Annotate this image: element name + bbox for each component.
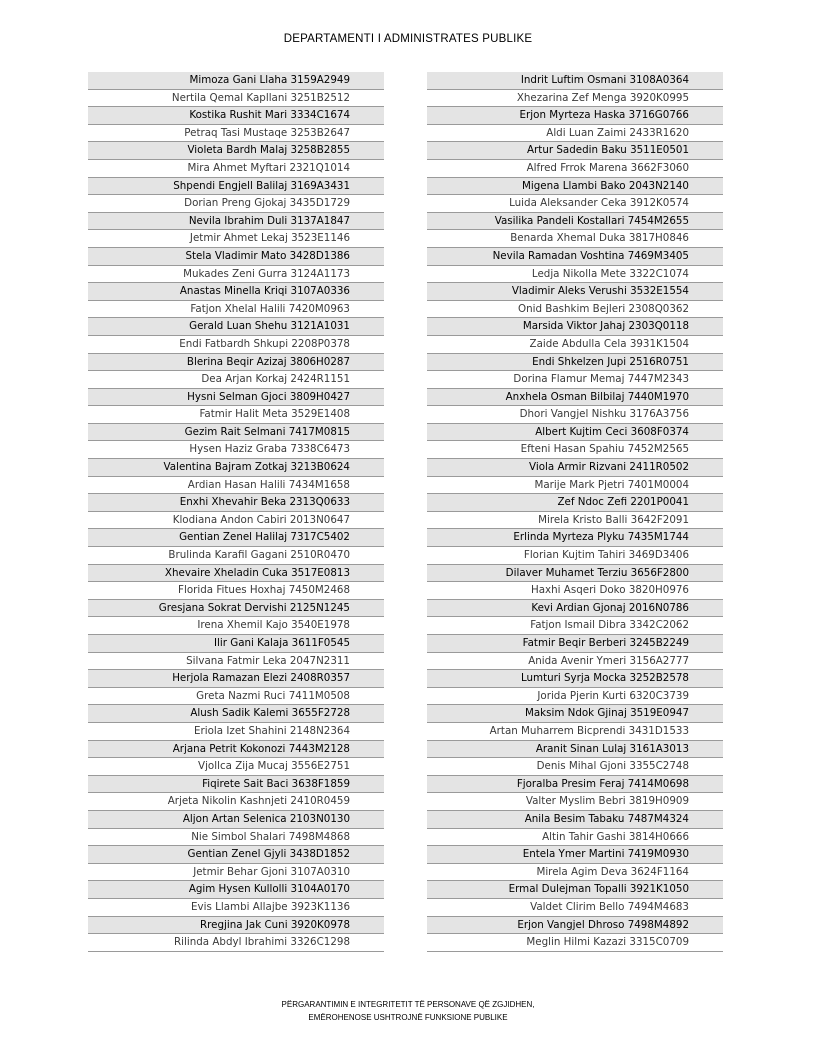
list-item: Herjola Ramazan Elezi 2408R0357: [88, 670, 384, 688]
list-item: Greta Nazmi Ruci 7411M0508: [88, 688, 384, 706]
list-item: Erjon Myrteza Haska 3716G0766: [427, 107, 723, 125]
list-item: Florida Fitues Hoxhaj 7450M2468: [88, 582, 384, 600]
list-item: Ledja Nikolla Mete 3322C1074: [427, 266, 723, 284]
list-item: Alush Sadik Kalemi 3655F2728: [88, 705, 384, 723]
list-item: Fjoralba Presim Feraj 7414M0698: [427, 776, 723, 794]
list-item: Fiqirete Sait Baci 3638F1859: [88, 776, 384, 794]
list-item: Mira Ahmet Myftari 2321Q1014: [88, 160, 384, 178]
list-item: Benarda Xhemal Duka 3817H0846: [427, 230, 723, 248]
list-item: Kevi Ardian Gjonaj 2016N0786: [427, 600, 723, 618]
list-item: Silvana Fatmir Leka 2047N2311: [88, 653, 384, 671]
list-item: Jetmir Behar Gjoni 3107A0310: [88, 864, 384, 882]
list-item: Albert Kujtim Ceci 3608F0374: [427, 424, 723, 442]
list-item: Migena Llambi Bako 2043N2140: [427, 178, 723, 196]
list-item: Efteni Hasan Spahiu 7452M2565: [427, 441, 723, 459]
list-item: Artur Sadedin Baku 3511E0501: [427, 142, 723, 160]
list-item: Ilir Gani Kalaja 3611F0545: [88, 635, 384, 653]
list-item: Entela Ymer Martini 7419M0930: [427, 846, 723, 864]
list-item: Anila Besim Tabaku 7487M4324: [427, 811, 723, 829]
list-item: Petraq Tasi Mustaqe 3253B2647: [88, 125, 384, 143]
list-item: Lumturi Syrja Mocka 3252B2578: [427, 670, 723, 688]
list-item: Irena Xhemil Kajo 3540E1978: [88, 617, 384, 635]
list-item: Evis Llambi Allajbe 3923K1136: [88, 899, 384, 917]
list-item: Anxhela Osman Bilbilaj 7440M1970: [427, 389, 723, 407]
list-item: Meglin Hilmi Kazazi 3315C0709: [427, 934, 723, 952]
list-item: Fatmir Beqir Berberi 3245B2249: [427, 635, 723, 653]
list-item: Indrit Luftim Osmani 3108A0364: [427, 72, 723, 90]
list-item: Nevila Ibrahim Duli 3137A1847: [88, 213, 384, 231]
list-item: Dhori Vangjel Nishku 3176A3756: [427, 406, 723, 424]
list-item: Altin Tahir Gashi 3814H0666: [427, 829, 723, 847]
footer-line-2: EMËROHENOSE USHTROJNË FUNKSIONE PUBLIKE: [308, 1013, 508, 1022]
list-item: Maksim Ndok Gjinaj 3519E0947: [427, 705, 723, 723]
list-item: Dea Arjan Korkaj 2424R1151: [88, 371, 384, 389]
list-item: Klodiana Andon Cabiri 2013N0647: [88, 512, 384, 530]
list-item: Erjon Vangjel Dhroso 7498M4892: [427, 917, 723, 935]
list-item: Nie Simbol Shalari 7498M4868: [88, 829, 384, 847]
list-item: Hysen Haziz Graba 7338C6473: [88, 441, 384, 459]
footer: [0, 998, 816, 1024]
list-item: Rilinda Abdyl Ibrahimi 3326C1298: [88, 934, 384, 952]
list-item: Nevila Ramadan Voshtina 7469M3405: [427, 248, 723, 266]
list-item: Blerina Beqir Azizaj 3806H0287: [88, 354, 384, 372]
list-item: Jetmir Ahmet Lekaj 3523E1146: [88, 230, 384, 248]
page-title: DEPARTAMENTI I ADMINISTRATES PUBLIKE: [283, 33, 533, 45]
list-item: Violeta Bardh Malaj 3258B2855: [88, 142, 384, 160]
list-item: Rregjina Jak Cuni 3920K0978: [88, 917, 384, 935]
list-item: Marije Mark Pjetri 7401M0004: [427, 477, 723, 495]
footer-line-1: PËRGARANTIMIN E INTEGRITETIT TË PERSONAVE QË ZGJIDHEN,: [281, 1000, 535, 1009]
list-item: Zaide Abdulla Cela 3931K1504: [427, 336, 723, 354]
list-item: Mimoza Gani Llaha 3159A2949: [88, 72, 384, 90]
list-item: Anastas Minella Kriqi 3107A0336: [88, 283, 384, 301]
list-item: Vladimir Aleks Verushi 3532E1554: [427, 283, 723, 301]
list-item: Endi Shkelzen Jupi 2516R0751: [427, 354, 723, 372]
list-item: Kostika Rushit Mari 3334C1674: [88, 107, 384, 125]
list-item: Valdet Clirim Bello 7494M4683: [427, 899, 723, 917]
list-item: Aljon Artan Selenica 2103N0130: [88, 811, 384, 829]
list-item: Artan Muharrem Bicprendi 3431D1533: [427, 723, 723, 741]
list-item: Valentina Bajram Zotkaj 3213B0624: [88, 459, 384, 477]
list-item: Gresjana Sokrat Dervishi 2125N1245: [88, 600, 384, 618]
list-item: Gentian Zenel Gjyli 3438D1852: [88, 846, 384, 864]
list-item: Ermal Dulejman Topalli 3921K1050: [427, 881, 723, 899]
list-item: Enxhi Xhevahir Beka 2313Q0633: [88, 494, 384, 512]
list-item: Xhevaire Xheladin Cuka 3517E0813: [88, 565, 384, 583]
list-item: Aldi Luan Zaimi 2433R1620: [427, 125, 723, 143]
list-item: Haxhi Asqeri Doko 3820H0976: [427, 582, 723, 600]
list-item: Fatjon Xhelal Halili 7420M0963: [88, 301, 384, 319]
list-item: Valter Myslim Bebri 3819H0909: [427, 793, 723, 811]
list-item: Viola Armir Rizvani 2411R0502: [427, 459, 723, 477]
list-item: Aranit Sinan Lulaj 3161A3013: [427, 741, 723, 759]
list-item: Denis Mihal Gjoni 3355C2748: [427, 758, 723, 776]
list-item: Anida Avenir Ymeri 3156A2777: [427, 653, 723, 671]
list-item: Zef Ndoc Zefi 2201P0041: [427, 494, 723, 512]
list-item: Xhezarina Zef Menga 3920K0995: [427, 90, 723, 108]
list-item: Gerald Luan Shehu 3121A1031: [88, 318, 384, 336]
list-item: Nertila Qemal Kapllani 3251B2512: [88, 90, 384, 108]
list-item: Hysni Selman Gjoci 3809H0427: [88, 389, 384, 407]
right-name-column: [427, 72, 723, 952]
list-item: Onid Bashkim Bejleri 2308Q0362: [427, 301, 723, 319]
list-item: Ardian Hasan Halili 7434M1658: [88, 477, 384, 495]
list-item: Gezim Rait Selmani 7417M0815: [88, 424, 384, 442]
list-item: Eriola Izet Shahini 2148N2364: [88, 723, 384, 741]
list-item: Fatjon Ismail Dibra 3342C2062: [427, 617, 723, 635]
list-item: Mukades Zeni Gurra 3124A1173: [88, 266, 384, 284]
list-item: Vasilika Pandeli Kostallari 7454M2655: [427, 213, 723, 231]
left-name-column: [88, 72, 384, 952]
list-item: Mirela Kristo Balli 3642F2091: [427, 512, 723, 530]
list-item: Endi Fatbardh Shkupi 2208P0378: [88, 336, 384, 354]
list-item: Marsida Viktor Jahaj 2303Q0118: [427, 318, 723, 336]
list-item: Luida Aleksander Ceka 3912K0574: [427, 195, 723, 213]
list-item: Erlinda Myrteza Plyku 7435M1744: [427, 529, 723, 547]
list-item: Jorida Pjerin Kurti 6320C3739: [427, 688, 723, 706]
list-item: Mirela Agim Deva 3624F1164: [427, 864, 723, 882]
list-item: Alfred Frrok Marena 3662F3060: [427, 160, 723, 178]
list-item: Shpendi Engjell Balilaj 3169A3431: [88, 178, 384, 196]
list-item: Arjeta Nikolin Kashnjeti 2410R0459: [88, 793, 384, 811]
list-item: Fatmir Halit Meta 3529E1408: [88, 406, 384, 424]
list-item: Dilaver Muhamet Terziu 3656F2800: [427, 565, 723, 583]
list-item: Brulinda Karafil Gagani 2510R0470: [88, 547, 384, 565]
list-item: Dorina Flamur Memaj 7447M2343: [427, 371, 723, 389]
list-item: Vjollca Zija Mucaj 3556E2751: [88, 758, 384, 776]
list-item: Stela Vladimir Mato 3428D1386: [88, 248, 384, 266]
list-item: Gentian Zenel Halilaj 7317C5402: [88, 529, 384, 547]
list-item: Dorian Preng Gjokaj 3435D1729: [88, 195, 384, 213]
list-item: Agim Hysen Kullolli 3104A0170: [88, 881, 384, 899]
list-item: Arjana Petrit Kokonozi 7443M2128: [88, 741, 384, 759]
list-item: Florian Kujtim Tahiri 3469D3406: [427, 547, 723, 565]
